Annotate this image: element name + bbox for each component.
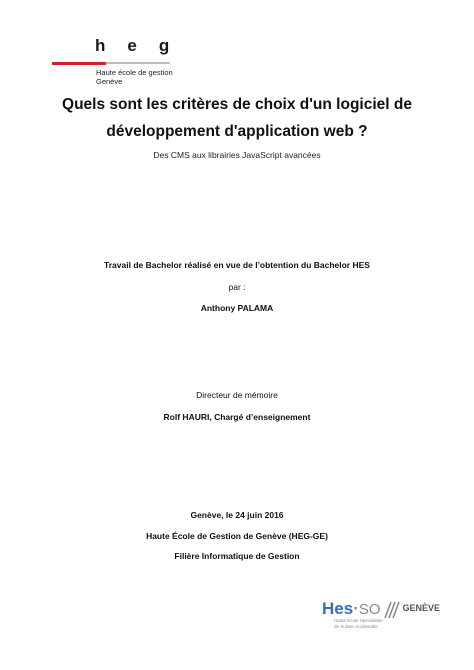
- heg-logo-grey-bar: [106, 62, 170, 64]
- heg-letter-e: e: [127, 36, 137, 55]
- heg-letter-g: g: [158, 36, 170, 55]
- author-name: Anthony PALAMA: [200, 303, 274, 313]
- heg-logo-letters: [95, 36, 191, 56]
- heg-logo-subtitle: [96, 68, 173, 86]
- date-place: Genève, le 24 juin 2016: [190, 510, 284, 520]
- par-label: par :: [228, 282, 246, 292]
- document-title-line1: Quels sont les critères de choix d'un logiciel de: [62, 96, 412, 113]
- document-title: [0, 91, 474, 145]
- heg-subtitle-line1: Haute école de gestion: [96, 68, 173, 77]
- hesso-logo-geneve: GENÈVE: [402, 603, 441, 613]
- heg-letter-h: h: [95, 36, 106, 55]
- director-name: Rolf HAURI, Chargé d’enseignement: [163, 412, 311, 422]
- document-title-line2: développement d'application web ?: [106, 123, 368, 140]
- heg-subtitle-line2: Genève: [96, 77, 123, 86]
- hesso-logo-hes: Hes: [322, 599, 354, 618]
- hesso-logo: [322, 598, 442, 634]
- hesso-logo-tagline: [334, 618, 383, 629]
- hesso-logo-so: SO: [358, 601, 381, 618]
- heg-logo-red-bar: [52, 62, 106, 65]
- document-subtitle: Des CMS aux librairies JavaScript avancées: [153, 150, 321, 160]
- hesso-tagline-line1: Haute Ecole Spécialisée: [334, 618, 383, 623]
- hesso-logo-wordmark: [322, 598, 440, 620]
- bachelor-statement: Travail de Bachelor réalisé en vue de l’obtention du Bachelor HES: [104, 260, 370, 270]
- director-label: Directeur de mémoire: [196, 390, 278, 400]
- school-name: Haute École de Gestion de Genève (HEG-GE): [146, 531, 328, 541]
- hesso-tagline-line2: de Suisse occidentale: [334, 623, 378, 629]
- hesso-logo-dot: ·: [353, 599, 359, 618]
- heg-logo: [52, 36, 172, 96]
- program-name: Filière Informatique de Gestion: [174, 551, 300, 561]
- hesso-slashes-icon: [382, 601, 402, 619]
